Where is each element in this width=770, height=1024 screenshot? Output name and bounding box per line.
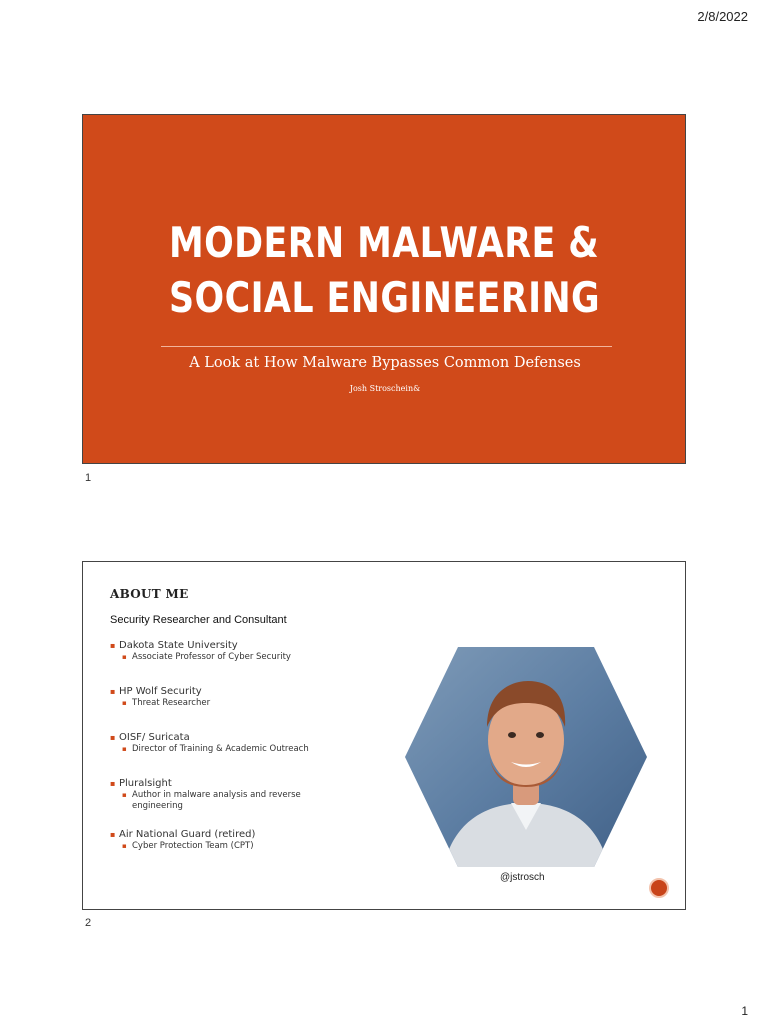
twitter-handle: @jstrosch	[500, 872, 545, 883]
sub-bullet: ▪ Director of Training & Academic Outreach	[110, 744, 350, 755]
slide-2	[82, 561, 686, 910]
slide-1-title	[169, 215, 601, 325]
slide-2-subhead: Security Researcher and Consultant	[110, 614, 287, 626]
title-line-1: MODERN MALWARE &	[169, 218, 600, 267]
bullet-list	[110, 639, 350, 852]
headshot-photo-icon	[403, 645, 649, 869]
slide-2-title: ABOUT ME	[110, 587, 189, 601]
slide-number-1: 1	[85, 472, 92, 484]
page-number: 1	[741, 1004, 748, 1018]
sub-bullet: ▪ Author in malware analysis and reverse engineering	[110, 790, 322, 812]
sub-bullet: ▪ Threat Researcher	[110, 698, 350, 709]
list-item	[110, 828, 350, 852]
sub-bullet: ▪ Cyber Protection Team (CPT)	[110, 841, 350, 852]
bullet-label: ▪ OISF/ Suricata	[110, 731, 350, 744]
title-line-2: SOCIAL ENGINEERING	[169, 273, 601, 322]
slide-number-2: 2	[85, 917, 92, 929]
list-item	[110, 639, 350, 663]
bullet-label: ▪ Air National Guard (retired)	[110, 828, 350, 841]
slide-1-subtitle: A Look at How Malware Bypasses Common Defenses	[189, 355, 581, 371]
title-divider	[161, 346, 612, 347]
slide-1	[82, 114, 686, 464]
list-item	[110, 685, 350, 709]
bullet-label: ▪ HP Wolf Security	[110, 685, 350, 698]
sub-bullet: ▪ Associate Professor of Cyber Security	[110, 652, 350, 663]
logo-circle-icon	[649, 878, 669, 898]
bullet-label: ▪ Dakota State University	[110, 639, 350, 652]
slide-1-author: Josh Stroschein&	[349, 384, 421, 393]
list-item	[110, 777, 350, 812]
list-item	[110, 731, 350, 755]
bullet-label: ▪ Pluralsight	[110, 777, 350, 790]
page-date: 2/8/2022	[697, 9, 748, 24]
